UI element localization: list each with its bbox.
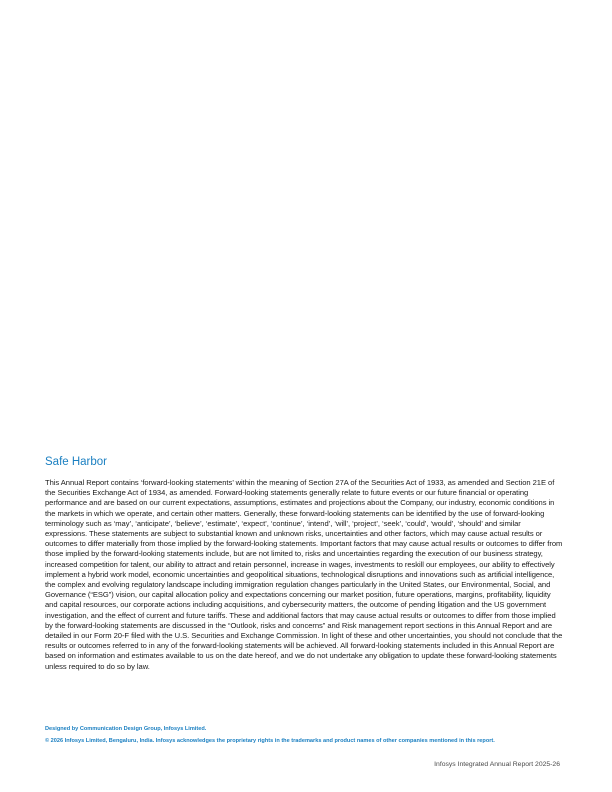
credits-block — [45, 725, 575, 748]
designed-by-credit: Designed by Communication Design Group, Infosys Limited. — [45, 726, 207, 732]
page-footer-title: Infosys Integrated Annual Report 2025-26 — [434, 761, 560, 768]
copyright-notice: © 2026 Infosys Limited, Bengaluru, India. Infosys acknowledges the proprietary rights in the trademarks and product names of other companies mentioned in this report. — [45, 737, 495, 744]
safe-harbor-paragraph: This Annual Report contains ‘forward-looking statements’ within the meaning of Section 27A of the Securities Act of 1933, as amended and Section 21E of the Securities Exchange Act of 1934, as amended. Forward-looking statements generally relate to future events or our future financial or operating performance and are based on our current expectations, assumptions, estimates and projections about the Company, our industry, economic conditions in the markets in which we operate, and certain other matters. Generally, these forward-looking statements can be identified by the use of forward-looking terminology such as ‘may’, ‘anticipate’, ‘believe’, ‘estimate’, ‘expect’, ‘continue’, ‘intend’, ‘will’, ‘project’, ‘seek’, ‘could’, ‘would’, ‘should’ and similar expressions. These statements are subject to substantial known and unknown risks, uncertainties and other factors, which may cause actual results or outcomes to differ materially from those implied by the forward-looking statements. Important factors that may cause actual results or outcomes to differ from those implied by the forward-looking statements include, but are not limited to, risks and uncertainties regarding the execution of our business strategy, increased competition for talent, our ability to attract and retain personnel, increase in wages, investments to reskill our employees, our ability to effectively implement a hybrid work model, economic uncertainties and geopolitical situations, technological disruptions and innovations such as artificial intelligence, the complex and evolving regulatory landscape including immigration regulation changes particularly in the United States, our Environmental, Social, and Governance (“ESG”) vision, our capital allocation policy and expectations concerning our market position, future operations, margins, profitability, liquidity and capital resources, our corporate actions including acquisitions, and cybersecurity matters, the outcome of pending litigation and the US government investigation, and the effect of current and future tariffs. These and additional factors that may cause actual results or outcomes to differ from those implied by the forward-looking statements are discussed in the “Outlook, risks and concerns” and Risk management report sections in this Annual Report and are detailed in our Form 20-F filed with the U.S. Securities and Exchange Commission. In light of these and other uncertainties, you should not conclude that the results or outcomes referred to in any of the forward-looking statements will be achieved. All forward-looking statements included in this Annual Report are based on information and estimates available to us on the date hereof, and we do not undertake any obligation to update these forward-looking statements unless required to do so by law. — [45, 478, 563, 671]
section-heading: Safe Harbor — [45, 456, 108, 468]
safe-harbor-section — [45, 455, 563, 672]
